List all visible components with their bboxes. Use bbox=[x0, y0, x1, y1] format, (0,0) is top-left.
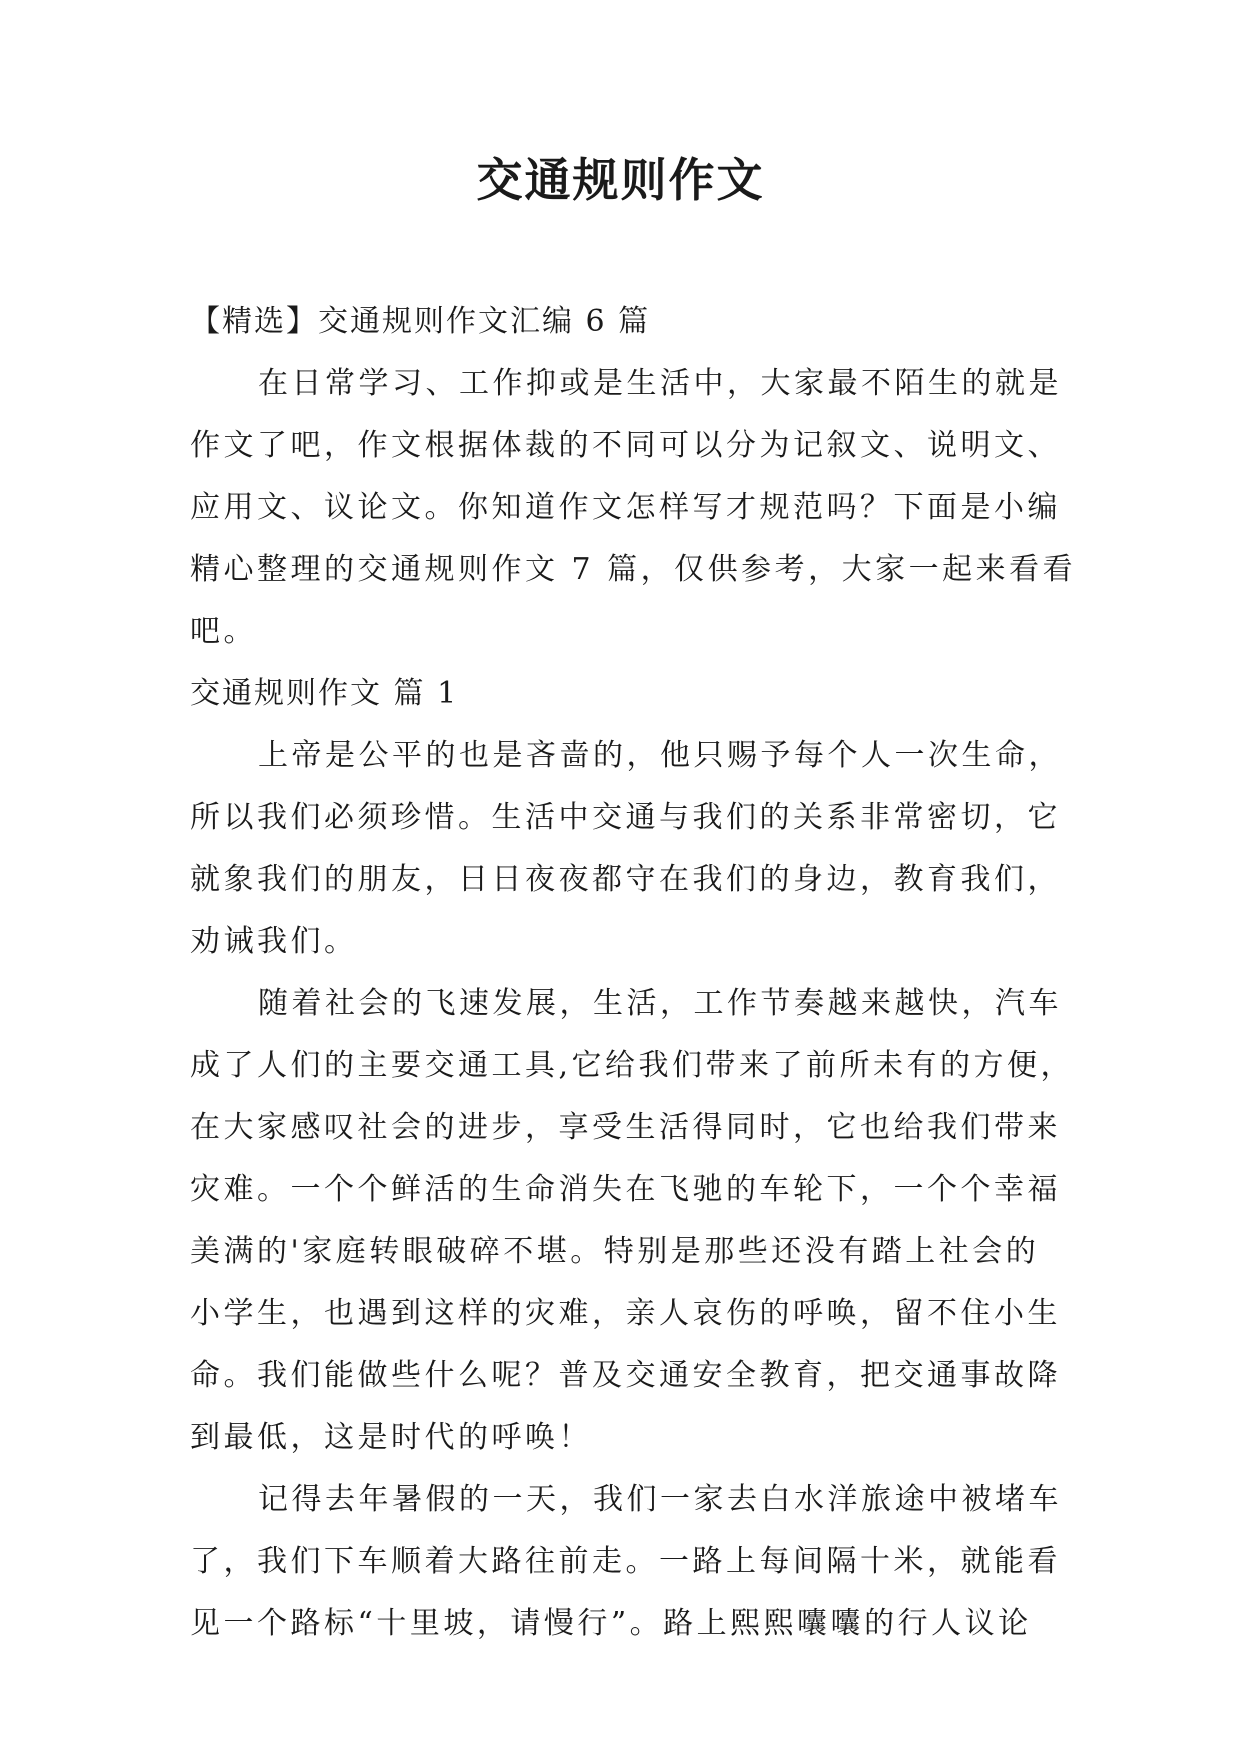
paragraph-line: 作文了吧，作文根据体裁的不同可以分为记叙文、说明文、 bbox=[190, 428, 1061, 463]
paragraph-line: 灾难。一个个鲜活的生命消失在飞驰的车轮下，一个个幸福 bbox=[190, 1172, 1061, 1207]
paragraph-line: 精心整理的交通规则作文 7 篇，仅供参考，大家一起来看看 bbox=[190, 552, 1077, 587]
paragraph-line: 应用文、议论文。你知道作文怎样写才规范吗？下面是小编 bbox=[190, 490, 1061, 525]
paragraph-line: 上帝是公平的也是吝啬的，他只赐予每个人一次生命， bbox=[258, 738, 1062, 773]
paragraph-line: 在大家感叹社会的进步，享受生活得同时，它也给我们带来 bbox=[190, 1110, 1061, 1145]
paragraph-line: 命。我们能做些什么呢？普及交通安全教育，把交通事故降 bbox=[190, 1358, 1061, 1393]
paragraph-line: 见一个路标“十里坡，请慢行”。路上熙熙囔囔的行人议论 bbox=[190, 1606, 1032, 1641]
intro-heading: 【精选】交通规则作文汇编 6 篇 bbox=[190, 304, 651, 339]
section-heading: 交通规则作文 篇 1 bbox=[190, 676, 459, 711]
document-title: 交通规则作文 bbox=[476, 153, 765, 207]
document-body bbox=[190, 291, 1077, 1655]
paragraph-line: 了，我们下车顺着大路往前走。一路上每间隔十米，就能看 bbox=[190, 1544, 1061, 1579]
paragraph-line: 就象我们的朋友，日日夜夜都守在我们的身边，教育我们， bbox=[190, 862, 1061, 897]
paragraph-line: 所以我们必须珍惜。生活中交通与我们的关系非常密切，它 bbox=[190, 800, 1061, 835]
paragraph-line: 在日常学习、工作抑或是生活中，大家最不陌生的就是 bbox=[258, 366, 1062, 401]
paragraph-line: 劝诫我们。 bbox=[190, 924, 358, 959]
paragraph-line: 美满的'家庭转眼破碎不堪。特别是那些还没有踏上社会的 bbox=[190, 1234, 1040, 1269]
paragraph-line: 随着社会的飞速发展，生活，工作节奏越来越快，汽车 bbox=[258, 986, 1062, 1021]
paragraph-line: 吧。 bbox=[190, 614, 257, 649]
paragraph-line: 成了人们的主要交通工具,它给我们带来了前所未有的方便， bbox=[190, 1048, 1075, 1083]
paragraph-line: 到最低，这是时代的呼唤！ bbox=[190, 1420, 592, 1455]
paragraph-line: 小学生，也遇到这样的灾难，亲人哀伤的呼唤，留不住小生 bbox=[190, 1296, 1061, 1331]
paragraph-line: 记得去年暑假的一天，我们一家去白水洋旅途中被堵车 bbox=[258, 1482, 1062, 1517]
